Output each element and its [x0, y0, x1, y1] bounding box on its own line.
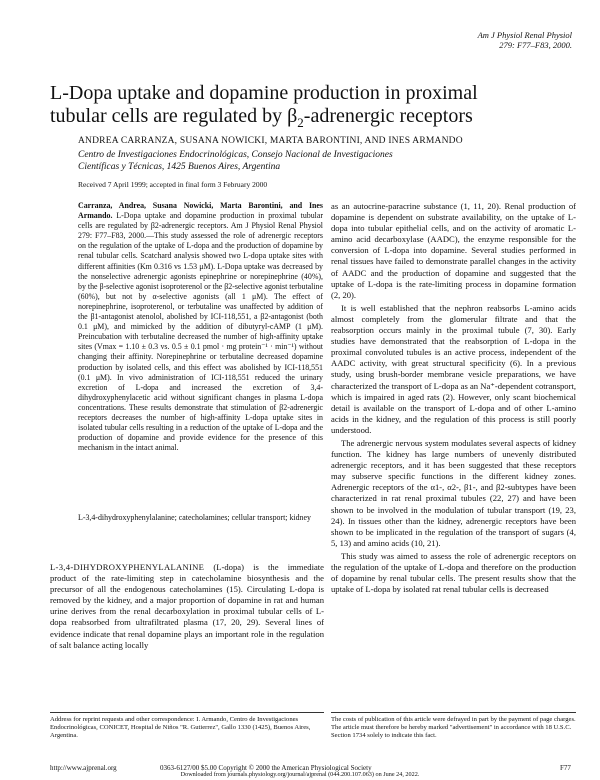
- footnote-divider-right: [331, 712, 576, 713]
- page-number: F77: [560, 764, 571, 772]
- abstract-text: L-Dopa uptake and dopamine production in proximal tubular cells are regulated by β2-adrenergic receptors. Am J Physiol Renal Physiol 279: F77–F83, 2000.—This study assessed the role of adrenergic receptors on the regulation of the uptake of L-dopa and the production of dopamine by renal tubular cells. Scatchard analysis showed two L-dopa uptake sites with different affinities (Km 0.316 vs 1.53 μM). L-Dopa uptake was decreased by the nonselective adrenergic agonists epinephrine or norepinephrine (40%), by the β-selective agonist isoproterenol or the β2-selective agonist terbutaline (60%), but not by α-selective agonists (all 1 μM). The effect of norepinephrine, isoproterenol, or terbutaline was unaffected by addition of the β1-antagonist atenolol, abolished by ICI-118,551, a β2-antagonist (both 0.1 μM), and mimicked by the addition of dibutyryl-cAMP (1 μM). Preincubation with terbutaline decreased the number of high-affinity uptake sites (Vmax = 1.10 ± 0.3 vs. 0.5 ± 0.1 pmol · mg protein⁻¹ · min⁻¹) without changing their affinity. Norepinephrine or terbutaline decreased dopamine production by isolated cells, and this effect was abolished by ICI-118,551 (0.1 μM). In vivo administration of ICI-118,551 reduced the urinary excretion of L-dopa and increased the excretion of 3,4-dihydroxyphenylacetic acid without significant changes in plasma L-dopa concentrations. These results demonstrate that stimulation of β2-adrenergic receptors decreases the number of high-affinity L-dopa uptake sites in isolated tubular cells resulting in a reduction of the uptake of L-dopa and the production of dopamine and provide evidence for the presence of this mechanism in the intact animal.: [78, 211, 323, 453]
- title-subscript: 2: [297, 115, 304, 130]
- title-part-3: -adrenergic receptors: [303, 105, 473, 127]
- right-paragraph-1: as an autocrine-paracrine substance (1, 11, 20). Renal production of dopamine is dependent on substrate availability, on the uptake of L-dopa into tubular epithelial cells, and on the activity of aromatic L-amino acid decarboxylase (AADC), the enzyme responsible for the conversion of L-dopa into dopamine. Several studies performed in renal tissues have failed to demonstrate parallel changes in the activity of AADC and the production of dopamine and suggested that the uptake of L-dopa is the rate-limiting process in dopamine formation (2, 20).: [331, 201, 576, 300]
- intro-text: (L-dopa) is the immediate product of the rate-limiting step in catecholamine biosynthesis and the precursor of all the endogenous catecholamines (15). Circulating L-dopa is removed by the kidney, and a major proportion of dopamine in rat and human urine derives from the renal decarboxylation in proximal tubular cells of L-dopa reabsorbed from ultrafiltrated plasma (17, 20, 29). Several lines of evidence indicate that renal dopamine plays an important role in the regulation of salt balance acting locally: [50, 562, 324, 650]
- abstract-lead-authors: Carranza, Andrea, Susana Nowicki, Marta Barontini, and Ines Armando.: [78, 201, 323, 221]
- keywords: L-3,4-dihydroxyphenylalanine; catecholamines; cellular transport; kidney: [78, 513, 311, 522]
- intro-lead: L-3,4-DIHYDROXYPHENYLALANINE: [50, 562, 205, 572]
- download-notice: Downloaded from journals.physiology.org/journal/ajprenal (044.200.107.063) on June 24, 2022.: [180, 771, 420, 778]
- affiliation-line-2: Científicas y Técnicas, 1425 Buenos Aires, Argentina: [78, 162, 281, 172]
- footnote-publication-costs: The costs of publication of this article were defrayed in part by the payment of page charges. The article must therefore be hereby marked "advertisement" in accordance with 18 U.S.C. Section 1734 solely to indicate this fact.: [331, 716, 576, 740]
- journal-url[interactable]: http://www.ajprenal.org: [50, 764, 117, 772]
- journal-name: Am J Physiol Renal Physiol: [477, 30, 572, 40]
- footnote-divider-left: [50, 712, 324, 713]
- affiliation-line-1: Centro de Investigaciones Endocrinológicas, Consejo Nacional de Investigaciones: [78, 150, 393, 160]
- right-paragraph-4: This study was aimed to assess the role of adrenergic receptors on the regulation of the uptake of L-dopa and therefore on the production of dopamine by renal tubular cells. The present results show that the uptake of L-dopa by isolated rat renal tubular cells is decreased: [331, 550, 576, 595]
- copyright-notice: 0363-6127/00 $5.00 Copyright © 2000 the American Physiological Society: [160, 764, 372, 772]
- right-paragraph-3: The adrenergic nervous system modulates several aspects of kidney function. The kidney has large numbers of unevenly distributed adrenergic receptors, and it has been suggested that these receptors may subserve specific functions in the different kidney zones. Adrenergic receptors of the α1-, α2-, β1-, and β2-subtypes have been characterized in rat renal proximal tubules (22, 27) and have been shown to be involved in the modulation of tubular transport (19, 23, 24). In tissues other than the kidney, adrenergic receptors have been shown to be implicated in the regulation of the transport of sugars (4, 5, 13) and amino acids (10, 21).: [331, 437, 576, 548]
- right-column: [331, 201, 576, 595]
- introduction: [50, 562, 324, 651]
- title-part-2: tubular cells are regulated by β: [50, 105, 298, 127]
- footnote-correspondence: Address for reprint requests and other correspondence: I. Armando, Centro de Investigaciones Endocrinológicas, CONICET, Hospital de Niños "R. Gutierrez", Gallo 1330 (1425), Buenos Aires, Argentina.: [50, 716, 311, 740]
- journal-reference: [478, 30, 572, 50]
- right-paragraph-2: It is well established that the nephron reabsorbs L-amino acids almost completely from the glomerular filtrate and that the reabsorption occurs mainly in the proximal tubule (7, 30). Early studies have demonstrated that the reabsorption of L-dopa in the proximal convoluted tubules is an active process, independent of the AADC activity, with great structural specificity (6). In a previous study, using brush-border membrane vesicle preparations, we have characterized the transport of L-dopa as an Na⁺-dependent cotransport, which is impaired in aged rats (2). However, only scant biochemical detail is available on the transport of L-dopa and of other L-amino acids in the kidney, and the regulation of this process is still poorly understood.: [331, 302, 576, 435]
- title-part-1: L-Dopa uptake and dopamine production in proximal: [50, 82, 478, 104]
- abstract: [78, 201, 323, 453]
- received-dates: Received 7 April 1999; accepted in final form 3 February 2000: [78, 180, 268, 189]
- affiliation: [78, 149, 498, 173]
- author-list: ANDREA CARRANZA, SUSANA NOWICKI, MARTA BARONTINI, AND INES ARMANDO: [78, 136, 463, 146]
- article-title: [50, 82, 570, 134]
- journal-volume: 279: F77–F83, 2000.: [499, 40, 572, 50]
